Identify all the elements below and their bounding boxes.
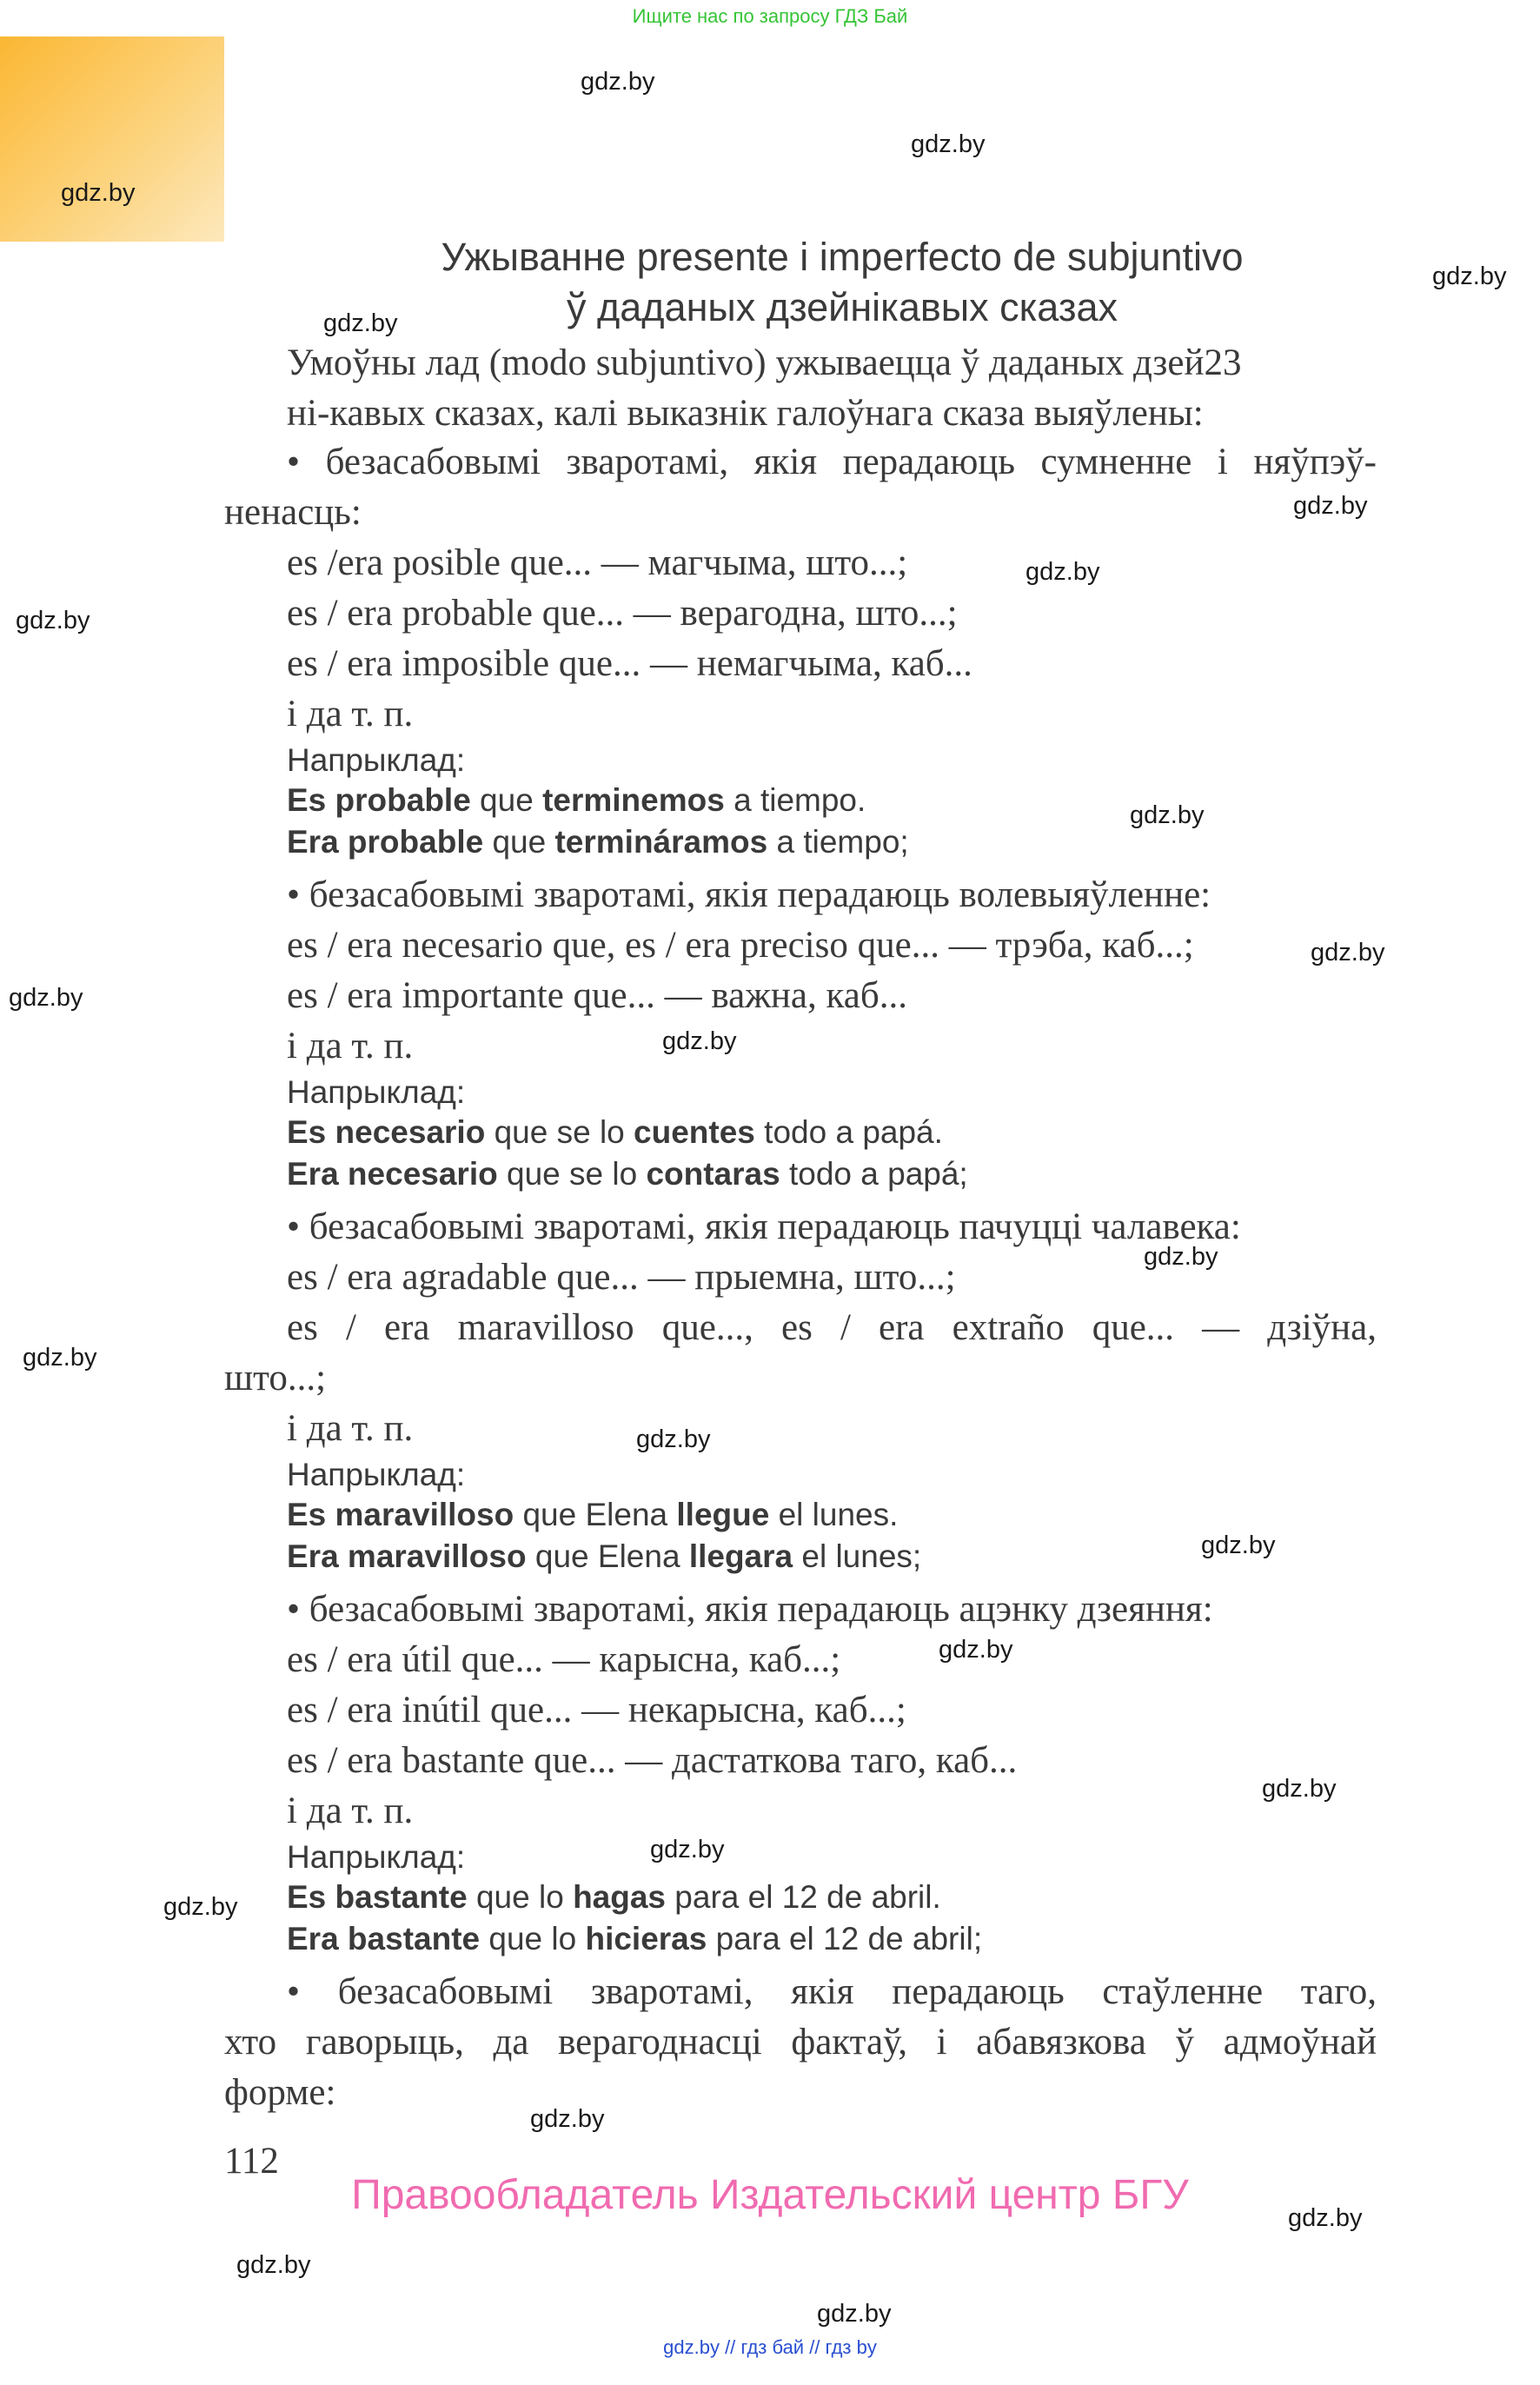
example-sentence: Era necesario que se lo contaras todo a papá;	[287, 1156, 968, 1192]
bullet-attitude-cont: форме:	[224, 2072, 336, 2113]
watermark: gdz.by	[1288, 2204, 1363, 2232]
phrase-line: es / era agradable que... — прыемна, што...;	[287, 1257, 956, 1298]
example-label: Напрыклад:	[287, 1839, 466, 1875]
phrase-line: es / era inútil que... — некарысна, каб...;	[287, 1690, 906, 1731]
watermark: gdz.by	[1432, 262, 1507, 290]
watermark: gdz.by	[662, 1027, 737, 1055]
watermark: gdz.by	[163, 1893, 238, 1921]
example-sentence: Era maravilloso que Elena llegara el lunes;	[287, 1538, 922, 1574]
example-sentence: Es probable que terminemos a tiempo.	[287, 782, 866, 818]
bullet-will: • безасабовымі зваротамі, якія перадаюць волевыяўленне:	[287, 874, 1211, 915]
watermark: gdz.by	[1311, 939, 1385, 967]
intro-line-2: ні-кавых сказах, калі выказнік галоўнага сказа выяўлены:	[287, 393, 1204, 434]
watermark: gdz.by	[9, 984, 83, 1012]
phrase-line: es / era importante que... — важна, каб...	[287, 975, 907, 1016]
bullet-attitude: • безасабовымі зваротамі, якія перадаюць стаўленне таго,	[287, 1971, 1377, 2012]
phrase-line: es / era útil que... — карысна, каб...;	[287, 1639, 841, 1680]
etc-line: і да т. п.	[287, 1026, 414, 1066]
phrase-line: es / era necesario que, es / era preciso que... — трэба, каб...;	[287, 925, 1194, 966]
phrase-line-cont: што...;	[224, 1358, 327, 1398]
watermark: gdz.by	[581, 68, 655, 96]
watermark: gdz.by	[1026, 558, 1100, 586]
example-label: Напрыклад:	[287, 742, 466, 778]
watermark: gdz.by	[236, 2251, 311, 2279]
phrase-line: es / era maravilloso que..., es / era extraño que... — дзіўна,	[287, 1307, 1377, 1348]
watermark: gdz.by	[16, 607, 90, 634]
watermark: gdz.by	[61, 179, 136, 207]
watermark: gdz.by	[650, 1836, 725, 1863]
watermark: gdz.by	[1144, 1243, 1218, 1271]
etc-line: і да т. п.	[287, 1790, 414, 1831]
example-sentence: Es maravilloso que Elena llegue el lunes.	[287, 1497, 899, 1532]
watermark: gdz.by	[1130, 801, 1205, 829]
page-number: 112	[224, 2141, 279, 2182]
phrase-line: es /era posible que... — магчыма, што...;	[287, 542, 908, 583]
top-search-note: Ищите нас по запросу ГДЗ Бай	[632, 5, 908, 27]
watermark: gdz.by	[817, 2300, 892, 2328]
watermark: gdz.by	[1293, 492, 1368, 520]
etc-line: і да т. п.	[287, 694, 414, 734]
etc-line: і да т. п.	[287, 1408, 414, 1449]
example-sentence: Era probable que termináramos a tiempo;	[287, 824, 909, 860]
watermark: gdz.by	[636, 1425, 711, 1453]
watermark: gdz.by	[1262, 1775, 1337, 1803]
section-title-line-1: Ужыванне presente і imperfecto de subjuntivo	[441, 235, 1244, 279]
copyright-notice: Правообладатель Издательский центр БГУ	[351, 2172, 1189, 2218]
watermark: gdz.by	[939, 1636, 1013, 1664]
footer-links[interactable]: gdz.by // гдз бай // гдз by	[663, 2336, 877, 2358]
example-label: Напрыклад:	[287, 1457, 466, 1492]
section-title-line-2: ў даданых дзейнікавых сказах	[567, 285, 1118, 329]
watermark: gdz.by	[323, 309, 398, 337]
bullet-evaluation: • безасабовымі зваротамі, якія перадаюць ацэнку дзеяння:	[287, 1589, 1213, 1630]
example-label: Напрыклад:	[287, 1074, 466, 1110]
phrase-line: es / era probable que... — верагодна, што...;	[287, 593, 958, 634]
bullet-doubt: • безасабовымі зваротамі, якія перадаюць сумненне і няўпэў-	[287, 442, 1377, 482]
watermark: gdz.by	[530, 2105, 605, 2133]
bullet-attitude-cont: хто гаворыць, да верагоднасці фактаў, і абавязкова ў адмоўнай	[224, 2022, 1377, 2063]
phrase-line: es / era imposible que... — немагчыма, каб...	[287, 643, 972, 684]
phrase-line: es / era bastante que... — дастаткова таго, каб...	[287, 1740, 1018, 1781]
example-sentence: Es bastante que lo hagas para el 12 de abril.	[287, 1879, 941, 1915]
intro-line-1: Умоўны лад (modo subjuntivo) ужываецца ў даданых дзей23	[287, 342, 1242, 383]
bullet-feelings: • безасабовымі зваротамі, якія перадаюць пачуцці чалавека:	[287, 1206, 1241, 1247]
watermark: gdz.by	[1201, 1531, 1276, 1559]
example-sentence: Era bastante que lo hicieras para el 12 de abril;	[287, 1921, 983, 1956]
example-sentence: Es necesario que se lo cuentes todo a papá.	[287, 1114, 943, 1150]
orange-corner-tab	[0, 37, 224, 242]
watermark: gdz.by	[23, 1344, 97, 1372]
bullet-doubt-cont: ненасць:	[224, 492, 362, 533]
watermark: gdz.by	[911, 130, 986, 158]
